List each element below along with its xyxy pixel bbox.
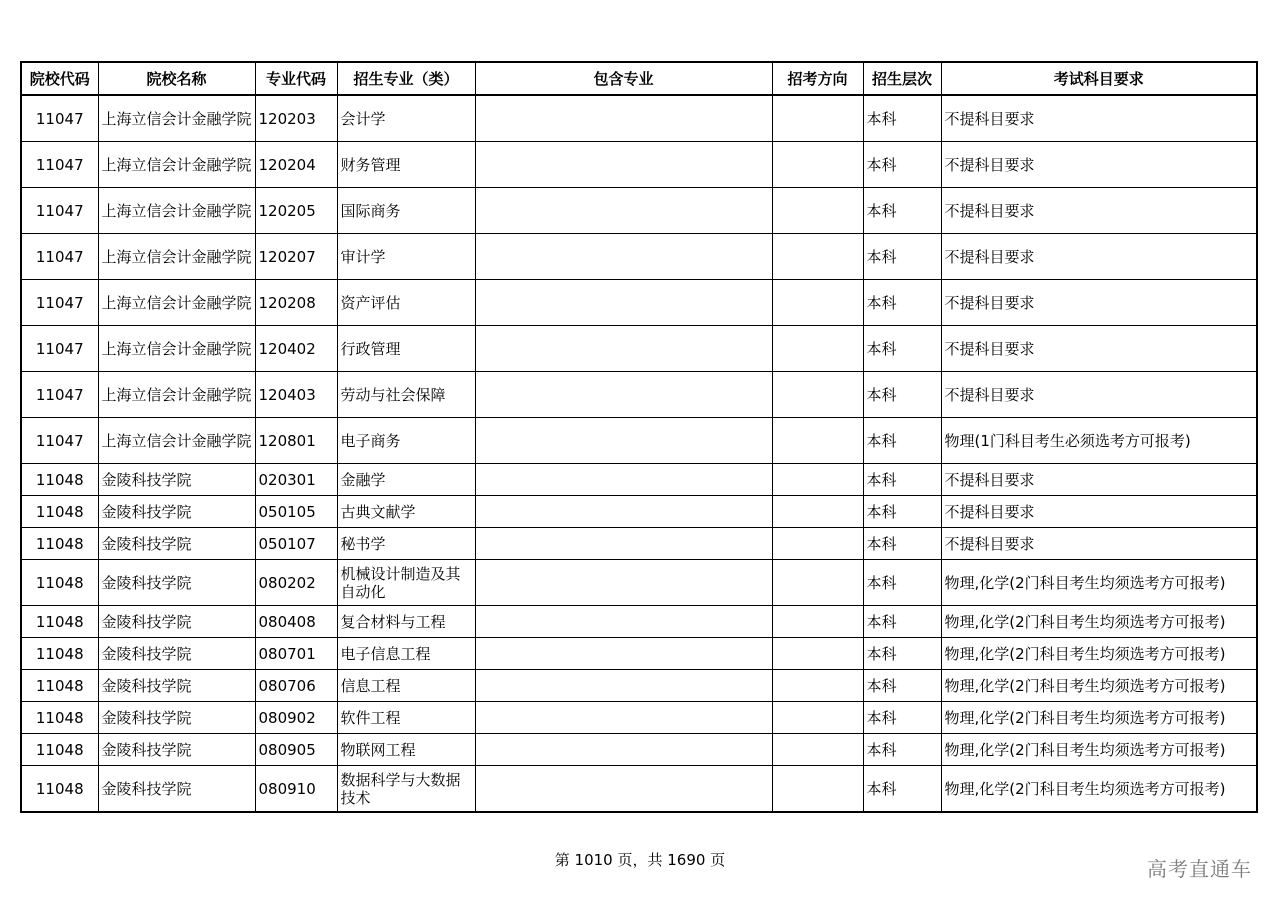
included-majors-cell bbox=[475, 95, 772, 142]
table-row bbox=[21, 606, 1257, 638]
subject-requirement-cell: 不提科目要求 bbox=[941, 280, 1257, 326]
school-code-cell: 11048 bbox=[21, 606, 98, 638]
major-code-cell: 120204 bbox=[255, 142, 337, 188]
school-name-cell: 金陵科技学院 bbox=[98, 670, 255, 702]
major-name-cell: 国际商务 bbox=[337, 188, 475, 234]
school-name-cell: 上海立信会计金融学院 bbox=[98, 418, 255, 464]
table-row bbox=[21, 734, 1257, 766]
subject-requirement-cell: 物理,化学(2门科目考生均须选考方可报考) bbox=[941, 638, 1257, 670]
table-row bbox=[21, 528, 1257, 560]
level-cell: 本科 bbox=[863, 234, 941, 280]
major-name-cell: 会计学 bbox=[337, 95, 475, 142]
direction-cell bbox=[772, 670, 863, 702]
school-code-cell: 11047 bbox=[21, 142, 98, 188]
table-row bbox=[21, 95, 1257, 142]
level-cell: 本科 bbox=[863, 560, 941, 606]
subject-requirement-cell: 物理,化学(2门科目考生均须选考方可报考) bbox=[941, 670, 1257, 702]
subject-requirement-cell: 物理,化学(2门科目考生均须选考方可报考) bbox=[941, 734, 1257, 766]
included-majors-cell bbox=[475, 464, 772, 496]
major-code-cell: 050105 bbox=[255, 496, 337, 528]
major-name-cell: 行政管理 bbox=[337, 326, 475, 372]
school-name-cell: 金陵科技学院 bbox=[98, 702, 255, 734]
subject-requirement-cell: 物理,化学(2门科目考生均须选考方可报考) bbox=[941, 606, 1257, 638]
level-cell: 本科 bbox=[863, 372, 941, 418]
major-name-cell: 软件工程 bbox=[337, 702, 475, 734]
table-row bbox=[21, 670, 1257, 702]
major-name-cell: 复合材料与工程 bbox=[337, 606, 475, 638]
major-name-cell: 电子信息工程 bbox=[337, 638, 475, 670]
direction-cell bbox=[772, 702, 863, 734]
school-name-cell: 上海立信会计金融学院 bbox=[98, 142, 255, 188]
table-row bbox=[21, 418, 1257, 464]
included-majors-cell bbox=[475, 528, 772, 560]
major-code-cell: 120207 bbox=[255, 234, 337, 280]
subject-requirement-cell: 物理,化学(2门科目考生均须选考方可报考) bbox=[941, 766, 1257, 813]
major-name-cell: 电子商务 bbox=[337, 418, 475, 464]
table-header-row bbox=[21, 62, 1257, 95]
school-name-cell: 金陵科技学院 bbox=[98, 560, 255, 606]
table-row bbox=[21, 234, 1257, 280]
included-majors-cell bbox=[475, 766, 772, 813]
school-code-cell: 11047 bbox=[21, 326, 98, 372]
table-row bbox=[21, 280, 1257, 326]
table-row bbox=[21, 496, 1257, 528]
level-cell: 本科 bbox=[863, 734, 941, 766]
level-cell: 本科 bbox=[863, 606, 941, 638]
direction-cell bbox=[772, 766, 863, 813]
school-code-cell: 11047 bbox=[21, 188, 98, 234]
school-name-cell: 上海立信会计金融学院 bbox=[98, 234, 255, 280]
subject-requirement-cell: 不提科目要求 bbox=[941, 372, 1257, 418]
level-cell: 本科 bbox=[863, 528, 941, 560]
header-school-name: 院校名称 bbox=[98, 62, 255, 95]
school-code-cell: 11047 bbox=[21, 372, 98, 418]
table-row bbox=[21, 638, 1257, 670]
school-code-cell: 11048 bbox=[21, 734, 98, 766]
included-majors-cell bbox=[475, 280, 772, 326]
header-major-code: 专业代码 bbox=[255, 62, 337, 95]
level-cell: 本科 bbox=[863, 766, 941, 813]
direction-cell bbox=[772, 372, 863, 418]
included-majors-cell bbox=[475, 670, 772, 702]
major-code-cell: 080902 bbox=[255, 702, 337, 734]
school-name-cell: 上海立信会计金融学院 bbox=[98, 280, 255, 326]
school-name-cell: 金陵科技学院 bbox=[98, 528, 255, 560]
level-cell: 本科 bbox=[863, 464, 941, 496]
major-code-cell: 080701 bbox=[255, 638, 337, 670]
school-code-cell: 11048 bbox=[21, 670, 98, 702]
level-cell: 本科 bbox=[863, 95, 941, 142]
included-majors-cell bbox=[475, 606, 772, 638]
major-code-cell: 020301 bbox=[255, 464, 337, 496]
page-number: 第 1010 页，共 1690 页 bbox=[554, 851, 726, 869]
included-majors-cell bbox=[475, 734, 772, 766]
major-name-cell: 信息工程 bbox=[337, 670, 475, 702]
included-majors-cell bbox=[475, 326, 772, 372]
header-included-majors: 包含专业 bbox=[475, 62, 772, 95]
major-name-cell: 审计学 bbox=[337, 234, 475, 280]
included-majors-cell bbox=[475, 702, 772, 734]
included-majors-cell bbox=[475, 188, 772, 234]
table-row bbox=[21, 142, 1257, 188]
direction-cell bbox=[772, 234, 863, 280]
subject-requirement-cell: 物理,化学(2门科目考生均须选考方可报考) bbox=[941, 560, 1257, 606]
major-name-cell: 数据科学与大数据技术 bbox=[337, 766, 475, 813]
included-majors-cell bbox=[475, 372, 772, 418]
major-name-cell: 资产评估 bbox=[337, 280, 475, 326]
major-code-cell: 120402 bbox=[255, 326, 337, 372]
school-code-cell: 11048 bbox=[21, 464, 98, 496]
school-name-cell: 金陵科技学院 bbox=[98, 734, 255, 766]
direction-cell bbox=[772, 326, 863, 372]
included-majors-cell bbox=[475, 142, 772, 188]
subject-requirement-cell: 不提科目要求 bbox=[941, 234, 1257, 280]
header-direction: 招考方向 bbox=[772, 62, 863, 95]
included-majors-cell bbox=[475, 638, 772, 670]
included-majors-cell bbox=[475, 418, 772, 464]
watermark-text: 高考直通车 bbox=[1147, 857, 1252, 881]
direction-cell bbox=[772, 464, 863, 496]
level-cell: 本科 bbox=[863, 280, 941, 326]
included-majors-cell bbox=[475, 496, 772, 528]
direction-cell bbox=[772, 280, 863, 326]
school-name-cell: 金陵科技学院 bbox=[98, 638, 255, 670]
table-row bbox=[21, 372, 1257, 418]
level-cell: 本科 bbox=[863, 142, 941, 188]
school-code-cell: 11047 bbox=[21, 234, 98, 280]
major-code-cell: 080408 bbox=[255, 606, 337, 638]
major-code-cell: 080706 bbox=[255, 670, 337, 702]
school-name-cell: 上海立信会计金融学院 bbox=[98, 372, 255, 418]
subject-requirement-cell: 不提科目要求 bbox=[941, 528, 1257, 560]
direction-cell bbox=[772, 606, 863, 638]
major-name-cell: 机械设计制造及其自动化 bbox=[337, 560, 475, 606]
direction-cell bbox=[772, 734, 863, 766]
table-body bbox=[21, 95, 1257, 812]
major-code-cell: 120403 bbox=[255, 372, 337, 418]
school-name-cell: 上海立信会计金融学院 bbox=[98, 326, 255, 372]
school-code-cell: 11048 bbox=[21, 638, 98, 670]
included-majors-cell bbox=[475, 560, 772, 606]
major-code-cell: 120205 bbox=[255, 188, 337, 234]
header-level: 招生层次 bbox=[863, 62, 941, 95]
table-row bbox=[21, 464, 1257, 496]
subject-requirement-cell: 不提科目要求 bbox=[941, 464, 1257, 496]
table-row bbox=[21, 702, 1257, 734]
direction-cell bbox=[772, 528, 863, 560]
major-name-cell: 金融学 bbox=[337, 464, 475, 496]
school-code-cell: 11048 bbox=[21, 766, 98, 813]
school-name-cell: 金陵科技学院 bbox=[98, 464, 255, 496]
subject-requirement-cell: 不提科目要求 bbox=[941, 326, 1257, 372]
direction-cell bbox=[772, 188, 863, 234]
subject-requirement-cell: 不提科目要求 bbox=[941, 496, 1257, 528]
direction-cell bbox=[772, 142, 863, 188]
major-name-cell: 古典文献学 bbox=[337, 496, 475, 528]
subject-requirement-cell: 物理,化学(2门科目考生均须选考方可报考) bbox=[941, 702, 1257, 734]
school-code-cell: 11048 bbox=[21, 702, 98, 734]
table-row bbox=[21, 326, 1257, 372]
school-name-cell: 金陵科技学院 bbox=[98, 606, 255, 638]
school-code-cell: 11048 bbox=[21, 528, 98, 560]
header-major-name: 招生专业（类） bbox=[337, 62, 475, 95]
header-school-code: 院校代码 bbox=[21, 62, 98, 95]
school-name-cell: 上海立信会计金融学院 bbox=[98, 95, 255, 142]
major-code-cell: 080910 bbox=[255, 766, 337, 813]
school-name-cell: 上海立信会计金融学院 bbox=[98, 188, 255, 234]
table-row bbox=[21, 188, 1257, 234]
school-code-cell: 11047 bbox=[21, 95, 98, 142]
major-code-cell: 120203 bbox=[255, 95, 337, 142]
subject-requirement-cell: 不提科目要求 bbox=[941, 142, 1257, 188]
school-name-cell: 金陵科技学院 bbox=[98, 496, 255, 528]
level-cell: 本科 bbox=[863, 638, 941, 670]
direction-cell bbox=[772, 638, 863, 670]
major-name-cell: 秘书学 bbox=[337, 528, 475, 560]
major-code-cell: 080202 bbox=[255, 560, 337, 606]
level-cell: 本科 bbox=[863, 670, 941, 702]
table-row bbox=[21, 560, 1257, 606]
school-name-cell: 金陵科技学院 bbox=[98, 766, 255, 813]
direction-cell bbox=[772, 560, 863, 606]
school-code-cell: 11047 bbox=[21, 280, 98, 326]
subject-requirement-cell: 不提科目要求 bbox=[941, 95, 1257, 142]
major-name-cell: 劳动与社会保障 bbox=[337, 372, 475, 418]
direction-cell bbox=[772, 418, 863, 464]
level-cell: 本科 bbox=[863, 418, 941, 464]
major-code-cell: 050107 bbox=[255, 528, 337, 560]
major-code-cell: 120208 bbox=[255, 280, 337, 326]
admission-table-container bbox=[20, 61, 1256, 813]
table-row bbox=[21, 766, 1257, 813]
level-cell: 本科 bbox=[863, 496, 941, 528]
admission-table bbox=[20, 61, 1258, 813]
major-name-cell: 物联网工程 bbox=[337, 734, 475, 766]
subject-requirement-cell: 不提科目要求 bbox=[941, 188, 1257, 234]
school-code-cell: 11047 bbox=[21, 418, 98, 464]
direction-cell bbox=[772, 95, 863, 142]
subject-requirement-cell: 物理(1门科目考生必须选考方可报考) bbox=[941, 418, 1257, 464]
level-cell: 本科 bbox=[863, 326, 941, 372]
major-code-cell: 120801 bbox=[255, 418, 337, 464]
school-code-cell: 11048 bbox=[21, 496, 98, 528]
header-subject-requirement: 考试科目要求 bbox=[941, 62, 1257, 95]
included-majors-cell bbox=[475, 234, 772, 280]
level-cell: 本科 bbox=[863, 188, 941, 234]
level-cell: 本科 bbox=[863, 702, 941, 734]
major-name-cell: 财务管理 bbox=[337, 142, 475, 188]
major-code-cell: 080905 bbox=[255, 734, 337, 766]
direction-cell bbox=[772, 496, 863, 528]
school-code-cell: 11048 bbox=[21, 560, 98, 606]
